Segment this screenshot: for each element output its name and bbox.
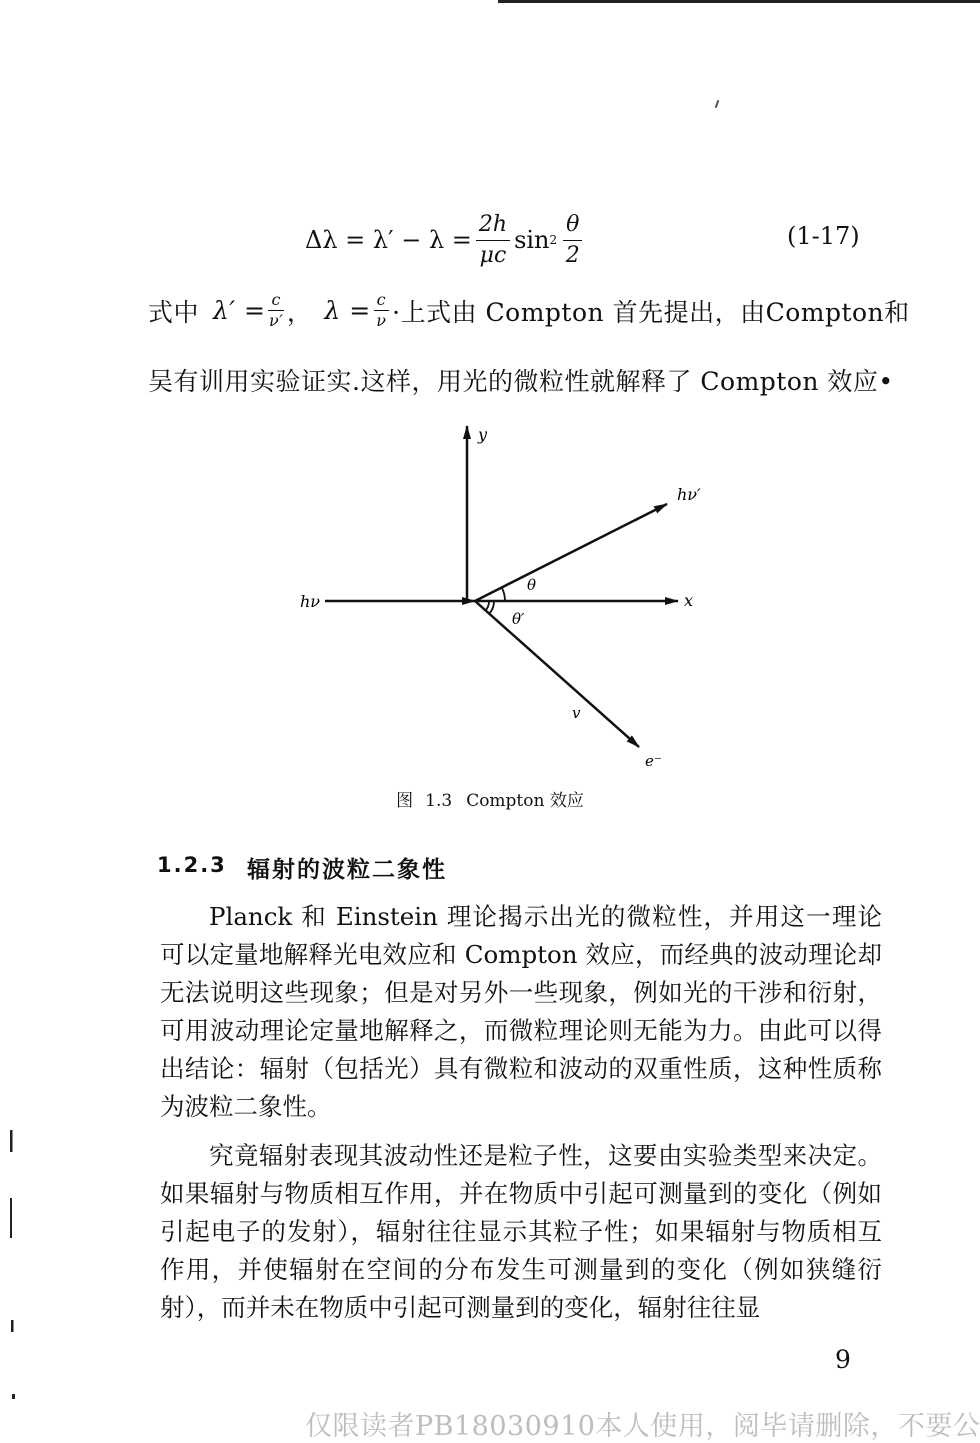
section-number: 1.2.3 (157, 853, 227, 877)
electron-velocity-label: v (572, 704, 581, 722)
separator: ， (286, 297, 313, 327)
theta-prime-label: θ′ (512, 610, 525, 628)
sine-function: sin (514, 226, 550, 254)
fraction-denominator: μc (479, 242, 507, 268)
fraction-numerator: 2h (476, 214, 510, 241)
scan-mark (715, 100, 720, 108)
electron-line (475, 601, 639, 747)
top-rule (498, 0, 980, 3)
theta-denominator: 2 (565, 242, 580, 268)
y-axis-label: y (478, 425, 488, 444)
paragraph-1: Planck 和 Einstein 理论揭示出光的微粒性，并用这一理论可以定量地解释光电效应和 Compton 效应，而经典的波动理论却无法说明这些现象；但是对另外一些现象，例如光的干涉和衍射，可用波动理论定量地解释之，而微粒理论则无能为力。由此可以得出结论：辐射（包括光）具有微粒和波动的双重性质，这种性质称为波粒二象性。 (160, 902, 882, 1121)
figure-caption (0, 786, 980, 811)
nu-prime-denominator: ν′ (268, 311, 284, 330)
page-number: 9 (835, 1345, 851, 1374)
c-over-nu (374, 292, 389, 329)
equation-fraction (476, 211, 510, 268)
scan-margin-marks (0, 1100, 30, 1400)
caption-text: Compton 效应 (466, 791, 584, 811)
x-axis-label: x (684, 591, 694, 610)
electron-label: e⁻ (645, 752, 662, 770)
sine-power: 2 (549, 233, 558, 247)
c-over-nu-prime (268, 292, 283, 329)
incoming-photon-label: hν (300, 592, 321, 611)
compton-diagram (290, 420, 710, 780)
theta-numerator: θ (563, 214, 582, 241)
c-numerator: c (268, 292, 283, 311)
nu-denominator: ν (376, 311, 387, 330)
scattered-photon-label: hν′ (677, 485, 701, 504)
equation-number: (1-17) (787, 222, 860, 250)
equation-1-17 (305, 205, 586, 275)
equation-lhs: Δλ = λ′ − λ = (305, 226, 472, 254)
lambda: λ = (324, 296, 371, 325)
theta-label: θ (527, 576, 537, 594)
caption-prefix: 图 (396, 791, 414, 811)
text-line-2: 吴有训用实验证实.这样，用光的微粒性就解释了 Compton 效应• (148, 367, 894, 396)
watermark: 仅限读者PB18030910本人使用，阅毕请删除，不要公 (305, 1411, 980, 1442)
caption-number: 1.3 (425, 791, 453, 811)
theta-angle-arc (502, 588, 505, 601)
line1-prefix: 式中 (148, 297, 200, 327)
c-numerator-2: c (374, 292, 389, 311)
text-line-1 (148, 292, 910, 329)
theta-fraction (563, 211, 582, 268)
lambda-prime: λ′ = (213, 296, 266, 325)
scattered-photon-line (475, 504, 667, 601)
paragraph-2: 究竟辐射表现其波动性还是粒子性，这要由实验类型来决定。如果辐射与物质相互作用，并在物质中引起可测量到的变化（例如引起电子的发射），辐射往往显示其粒子性；如果辐射与物质相互作用，并使辐射在空间的分布发生可测量到的变化（例如狭缝衍射），而并未在物质中引起可测量到的变化，辐射往往显 (160, 1141, 882, 1322)
theta-prime-angle-arc (485, 601, 489, 611)
line1-rest: ·上式由 Compton 首先提出，由Compton和 (392, 297, 910, 327)
section-title: 辐射的波粒二象性 (247, 857, 447, 883)
